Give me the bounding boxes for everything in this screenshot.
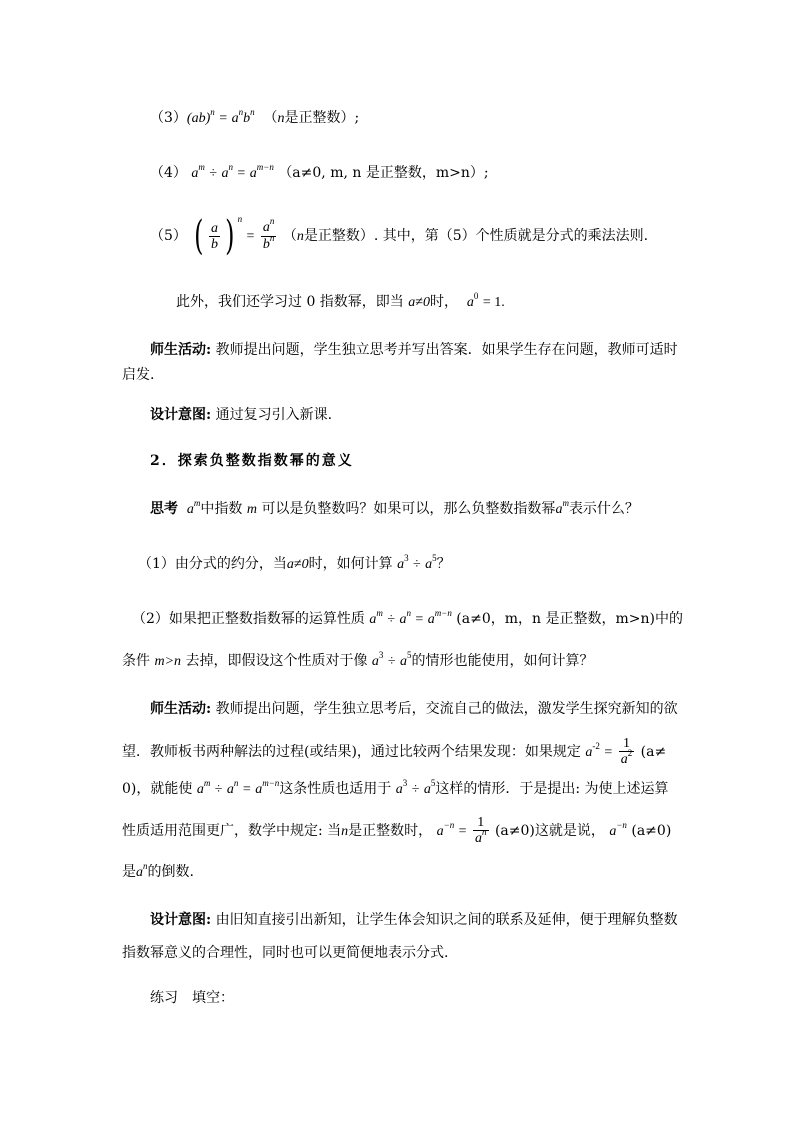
fraction-a-over-b: $\frac{a}{b}$ xyxy=(210,220,218,252)
question-2-line1: （2）如果把正整数指数幂的运算性质 $a^m \div a^n = a^{m-n}$ (a≠0，m，n 是正整数，m>n)中的 xyxy=(132,608,683,627)
left-paren: ( xyxy=(194,213,204,259)
activity-1-line2: 启发. xyxy=(122,367,155,383)
think-question: 思考 $a^m$中指数 m 可以是负整数吗？如果可以，那么负整数指数幂$a^m$表示什么？ xyxy=(150,498,639,517)
intent-1: 设计意图: 通过复习引入新课. xyxy=(150,407,333,423)
property-5: （5） ( $\frac{a}{b}$ ) $^n$ = $\frac{a^n}{b^n}$ （n是正整数）. 其中，第（5）个性质就是分式的乘法法则. xyxy=(150,213,649,259)
property-4: （4） $a^m \div a^n = a^{m-n}$ （a≠0, m, n 是正整数，m>n）; xyxy=(150,162,489,181)
activity-2-line4: 性质适用范围更广，数学中规定: 当n是正整数时， $a^{-n}$ = $\frac{1}{a^n}$ (a≠0)这就是说， $a^{-n}$ (a≠0) xyxy=(122,815,672,846)
fraction-an-over-bn: $\frac{a^n}{b^n}$ xyxy=(262,215,275,252)
activity-label: 师生活动: xyxy=(150,342,212,358)
zero-exponent-line: 此外，我们还学习过 0 指数幂，即当 a≠0时， $a^0 = 1$. xyxy=(176,291,505,310)
intent-label: 设计意图: xyxy=(150,407,212,423)
property-3: $(3)(ab)^n = a^nb^n$ （n是正整数）; xyxy=(150,107,360,126)
fraction-1-over-an: $\frac{1}{a^n}$ xyxy=(475,815,487,846)
practice-heading: 练习 填空： xyxy=(150,990,234,1006)
right-paren: ) xyxy=(225,213,235,259)
question-1: （1）由分式的约分，当a≠0时，如何计算 $a^3 \div a^5$？ xyxy=(138,553,451,572)
intent-2-line1: 设计意图: 由旧知直接引出新知，让学生体会知识之间的联系及延伸，便于理解负整数 xyxy=(150,912,678,928)
activity-2-line2: 望．教师板书两种解法的过程(或结果)，通过比较两个结果发现：如果规定 $a^{-2}$ = $\frac{1}{a^2}$ (a≠ xyxy=(122,736,667,767)
activity-1-line1: 师生活动: 教师提出问题，学生独立思考并写出答案．如果学生存在问题，教师可适时 xyxy=(150,342,678,358)
fraction-1-over-a2: $\frac{1}{a^2}$ xyxy=(620,736,633,767)
section-2-heading: 2．探索负整数指数幂的意义 xyxy=(150,453,354,469)
activity-2-line5: 是$a^n$的倒数. xyxy=(122,861,194,880)
intent-label: 设计意图: xyxy=(150,912,212,928)
activity-2-line1: 师生活动: 教师提出问题，学生独立思考后，交流自己的做法，激发学生探究新知的欲 xyxy=(150,701,678,717)
activity-label: 师生活动: xyxy=(150,701,212,717)
activity-2-line3: 0)，就能使 $a^m \div a^n = a^{m-n}$这条性质也适用于 $a^3 \div a^5$这样的情形．于是提出: 为使上述运算 xyxy=(122,778,669,797)
question-2-line2: 条件 m>n 去掉，即假设这个性质对于像 $a^3 \div a^5$的情形也能使用，如何计算？ xyxy=(122,650,594,669)
intent-2-line2: 指数幂意义的合理性，同时也可以更简便地表示分式. xyxy=(122,945,449,961)
